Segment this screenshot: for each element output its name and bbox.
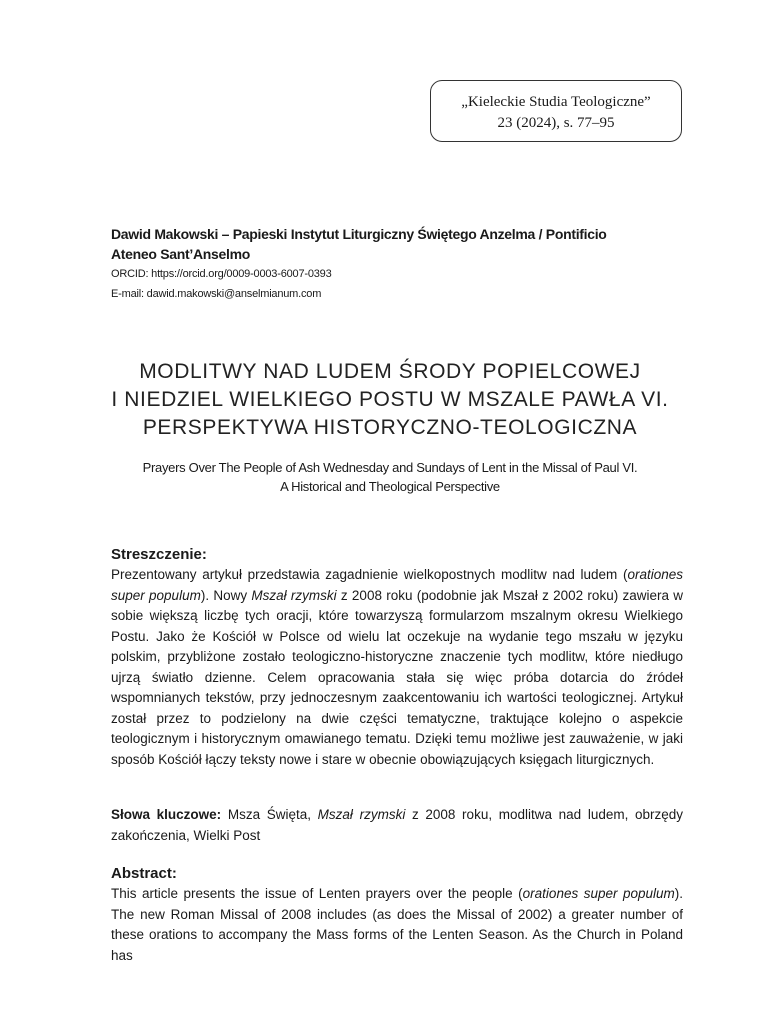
subtitle-line-2: A Historical and Theological Perspective bbox=[280, 479, 500, 494]
author-block bbox=[111, 224, 671, 304]
author-affiliation-cont: Ateneo Sant’Anselmo bbox=[111, 246, 250, 262]
author-email: E-mail: dawid.makowski@anselmianum.com bbox=[111, 288, 322, 300]
journal-citation-box bbox=[430, 80, 682, 142]
article-subtitle bbox=[90, 458, 690, 496]
abstract-text: This article presents the issue of Lenten prayers over the people (orationes super populum). The new Roman Missal of 2008 includes (as does the Missal of 2002) a greater number of these orations to accompany the Mass forms of the Lenten Season. As the Church in Poland has bbox=[111, 886, 684, 963]
subtitle-line-1: Prayers Over The People of Ash Wednesday and Sundays of Lent in the Missal of Paul VI. bbox=[142, 460, 638, 475]
abstract-section bbox=[111, 864, 683, 966]
streszczenie-section bbox=[111, 545, 683, 770]
title-line-1: MODLITWY NAD LUDEM ŚRODY POPIELCOWEJ bbox=[139, 360, 641, 383]
abstract-heading: Abstract: bbox=[111, 865, 177, 882]
streszczenie-text: Prezentowany artykuł przedstawia zagadnienie wielkopostnych modlitw nad ludem (orationes super populum). Nowy Mszał rzymski z 2008 roku (podobnie jak Mszał z 2002 roku) zawiera w sobie większą liczbę tych oracji, które towarzyszą formularzom mszalnym okresu Wielkiego Postu. Jako że Kościół w Polsce od wielu lat oczekuje na wydanie tego mszału w języku polskim, przybliżone zostało teologiczno-historyczne znaczenie tych modlitw, które niedługo ujrzą światło dzienne. Celem opracowania stała się więc próba dotarcia do źródeł wspomnianych tekstów, przy jednoczesnym zaakcentowaniu ich wartości teologicznej. Artykuł został przez to podzielony na dwie części tematyczne, traktujące kolejno o aspekcie teologicznym i historycznym omawianego tematu. Dzięki temu możliwe jest zauważenie, w jaki sposób Kościół łączy teksty nowe i stare w obecnie obowiązujących księgach liturgicznych. bbox=[111, 567, 683, 767]
keywords-section bbox=[111, 805, 683, 846]
journal-issue: 23 (2024), s. 77–95 bbox=[497, 115, 615, 131]
keywords-text: Słowa kluczowe: Msza Święta, Mszał rzymski z 2008 roku, modlitwa nad ludem, obrzędy zakończenia, Wielki Post bbox=[111, 807, 684, 843]
streszczenie-heading: Streszczenie: bbox=[111, 546, 207, 563]
keywords-label: Słowa kluczowe: bbox=[111, 807, 222, 822]
author-affiliation: Dawid Makowski – Papieski Instytut Liturgiczny Świętego Anzelma / Pontificio bbox=[111, 226, 607, 242]
author-orcid: ORCID: https://orcid.org/0009-0003-6007-0393 bbox=[111, 268, 332, 280]
title-line-2: I NIEDZIEL WIELKIEGO POSTU W MSZALE PAWŁA VI. bbox=[111, 388, 669, 411]
journal-name: „Kieleckie Studia Teologiczne” bbox=[461, 94, 651, 110]
title-line-3: PERSPEKTYWA HISTORYCZNO-TEOLOGICZNA bbox=[142, 416, 638, 439]
article-title bbox=[90, 358, 690, 442]
